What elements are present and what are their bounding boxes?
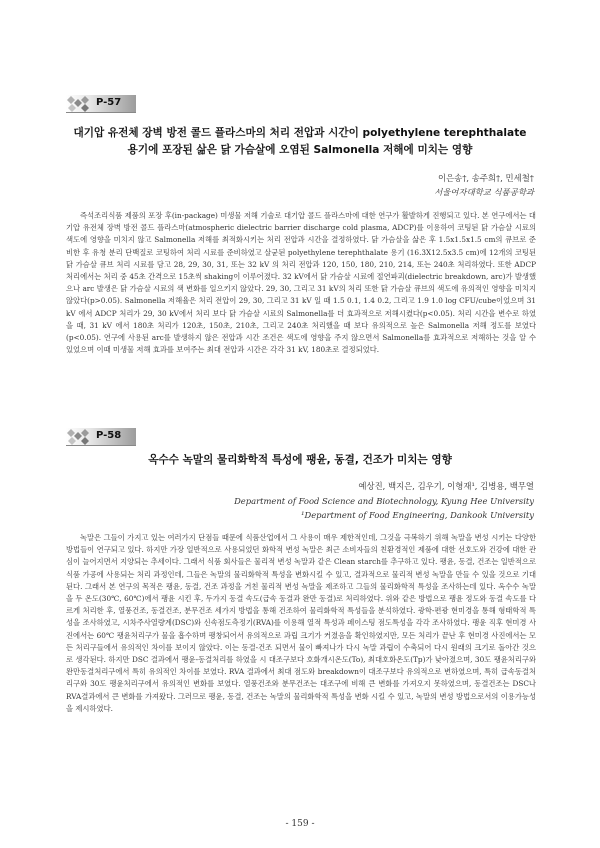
abstract-authors: 이은송†, 송주희†, 민세철† — [437, 173, 534, 183]
abstract-body — [66, 532, 536, 715]
abstract-title-line: 옥수수 녹말의 물리화학적 특성에 팽윤, 동결, 건조가 미치는 영향 — [148, 454, 452, 466]
abstract-tag-label: P-57 — [96, 97, 122, 108]
abstract-affiliation: ¹Department of Food Engineering, Dankook University — [301, 510, 534, 520]
abstract-body-text: 녹말은 그들이 가지고 있는 여러가지 단점들 때문에 식품산업에서 그 사용이 매우 제한적인데, 그것을 극복하기 위해 녹말을 변성 시키는 다양한 방법들이 연구되고 있다. 하지만 가장 일반적으로 사용되었던 화학적 변성 녹말은 최근 소비자들의 친환경적인 제품에 대한 선호도와 건강에 대한 관심이 늘어지면서 지양되는 추세이다. 그래서 식품 회사들은 물리적 변성 녹말과 같은 Clean starch를 추구하고 있다. 팽윤, 동결, 건조는 일반적으로 식품 가공에 사용되는 처리 과정인데, 그들은 녹말의 물리화학적 특성을 변화시킬 수 있고, 결과적으로 물리적 변성 녹말을 만들 수 있을 것으로 기대된다. 그래서 본 연구의 목적은 팽윤, 동결, 건조 과정을 거친 물리적 변성 녹말을 제조하고 그들의 물리화학적 특성을 조사하는데 있다. 옥수수 녹말을 두 온도(30℃, 60℃)에서 팽윤 시킨 후, 두가지 동결 속도(급속 동결과 완만 동결)로 처리하였다. 위와 같은 방법으로 팽윤 정도와 동결 속도를 다르게 처리한 후, 열풍건조, 동결건조, 분무건조 세가지 방법을 통해 건조하여 물리화학적 특성들을 분석하였다. 광학-편광 현미경을 통해 형태학적 특성을 조사하였고, 시차주사열량계(DSC)와 신속점도측정기(RVA)를 이용해 열적 특성과 페이스팅 점도특성을 각각 조사하였다. 팽윤 직후 현미경 사진에서는 60℃ 팽윤처리구가 물을 흡수하며 팽창되어서 유의적으로 과립 크기가 커졌음을 확인하였지만, 모든 처리가 끝난 후 현미경 사진에서는 모든 처리구들에서 유의적인 차이를 보이지 않았다. 이는 동결-건조 되면서 물이 빠져나가 다시 녹말 과립이 수축되어 다시 원래의 크기로 돌아간 것으로 생각된다. 하지만 DSC 결과에서 팽윤-동결처리를 하였을 시 대조구보다 호화개시온도(To), 최대호화온도(Tp)가 낮아졌으며, 30도 팽윤처리구와 완만동결처리구에서 특히 유의적인 차이를 보였다. RVA 결과에서 최대 점도와 breakdown이 대조구보다 유의적으로 변하였으며, 특히 급속동결처리구와 30도 팽윤처리구에서 유의적인 변화를 보였다. 열풍건조와 분무건조는 대조구에 비해 큰 변화를 가져오지 못하였으며, 동결건조는 DSC나 RVA결과에서 큰 변화를 가져왔다. 그러므로 팽윤, 동결, 건조는 녹말의 물리화학적 특성을 변화 시킬 수 있고, 녹말의 변성 방법으로서의 이용가능성을 제시하였다. — [66, 533, 536, 713]
abstract-affiliation: 서울여자대학교 식품공학과 — [434, 187, 534, 197]
abstract-body-text: 즉석조리식품 제품의 포장 후(in-package) 미생물 저해 기술로 대기압 콜드 플라스마에 대한 연구가 활발하게 진행되고 있다. 본 연구에서는 대기압 유전체 장벽 방전 콜드 플라스마(atmospheric dielectric barrier discharge cold plasma, ADCP)를 이용하여 코팅된 닭 가슴살 시료의 색도에 영향을 미치지 않고 Salmonella 저해를 최적화시키는 처리 전압과 시간을 결정하였다. 닭 가슴살을 삶은 후 1.5x1.5x1.5 cm의 큐브로 준비한 후 유청 분리 단백질로 코팅하여 처리 시료를 준비하였고 살균된 polyethylene terephthalate 용기 (16.3X12.5x3.5 cm)에 12개의 코팅된 닭 가슴살 큐브 처리 시료를 담고 28, 29, 30, 31, 또는 32 kV 의 처리 전압과 120, 150, 180, 210, 214, 또는 240초 처리하였다. 또한 ADCP 처리에서는 처리 중 45초 간격으로 15초씩 shaking이 이루어졌다. 32 kV에서 닭 가슴살 시료에 절연파괴(dielectric breakdown, arc)가 발생했으나 arc 발생은 닭 가슴살 시료의 색 변화를 일으키지 않았다. 29, 30, 그리고 31 kV의 처리 또한 닭 가슴살 큐브의 색도에 유의적인 영향을 미치지 않았다(p>0.05). Salmonella 저해율은 처리 전압이 29, 30, 그리고 31 kV 일 때 1.5 0.1, 1.4 0.2, 그리고 1.9 1.0 log CFU/cube이었으며 31 kV 에서 ADCP 처리가 29, 30 kV에서 처리 보다 닭 가슴살 시료의 Salmonella를 더 효과적으로 저해시켰다(p<0.05). 처리 시간을 변수로 하였을 때, 31 kV 에서 180초 처리가 120초, 150초, 210초, 그리고 240초 처리했을 때 보다 유의적으로 높은 Salmonella 저해 정도를 보였다(p<0.05). 연구에 사용된 arc를 발생하지 않은 전압과 시간 조건은 색도에 영향을 주지 않으면서 Salmonella를 효과적으로 저해하는 것을 알 수 있었으며 이때 미생물 저해 효과를 보여주는 최대 전압과 시간은 각각 31 kV, 180초로 결정되었다. — [66, 211, 536, 355]
abstract-tag — [66, 95, 136, 113]
abstract-title — [60, 452, 540, 469]
abstract-authors: 예상진, 백지은, 김우기, 이형재¹, 김병용, 백무열 — [358, 481, 534, 491]
page-number: - 159 - — [285, 819, 315, 829]
abstract-title-line: 대기압 유전체 장벽 방전 콜드 플라스마의 처리 전압과 시간이 polyethylene terephthalate — [73, 127, 527, 139]
diamond-pattern-icon — [66, 428, 92, 445]
abstract-body — [66, 210, 536, 356]
diamond-pattern-icon — [66, 95, 92, 112]
abstract-title-line: 용기에 포장된 삶은 닭 가슴살에 오염된 Salmonella 저해에 미치는 영향 — [127, 144, 473, 156]
abstract-title — [60, 125, 540, 159]
abstract-affiliation: Department of Food Science and Biotechnology, Kyung Hee University — [234, 496, 534, 506]
abstract-tag — [66, 428, 136, 446]
abstract-tag-label: P-58 — [96, 430, 122, 441]
